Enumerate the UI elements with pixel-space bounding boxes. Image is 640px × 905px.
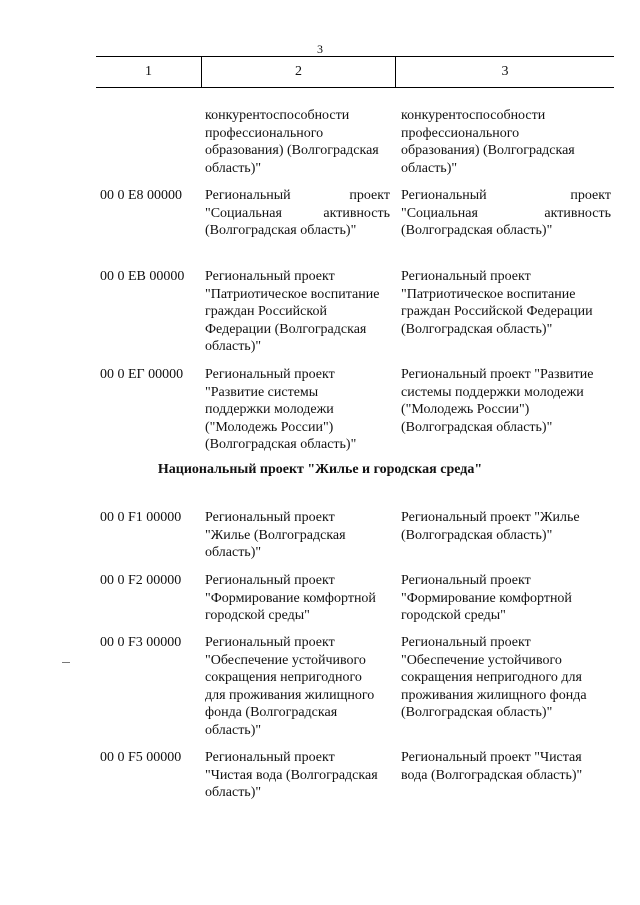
text-line: профессионального <box>205 125 324 141</box>
text-line: Региональный проект "Развитие <box>401 367 594 382</box>
text-line: Региональный проект <box>401 269 531 284</box>
text-line: "Жилье (Волгоградская <box>205 527 346 543</box>
text-line: конкурентоспособности <box>401 108 546 123</box>
text-line: Региональный проект <box>205 750 335 765</box>
row-name <box>205 572 390 625</box>
row-target <box>401 366 611 436</box>
text-line: Региональный проект <box>401 635 531 650</box>
row-name <box>205 268 390 356</box>
text-line: область)" <box>401 160 458 176</box>
text-line: Региональный проект <box>401 573 531 588</box>
text-line: область)" <box>205 339 262 354</box>
text-line: (Волгоградская область)" <box>401 527 553 543</box>
text-line: область)" <box>205 160 262 176</box>
text-line: область)" <box>205 785 262 800</box>
row-target <box>401 268 611 338</box>
text-line: "Патриотическое воспитание <box>205 286 380 302</box>
word: проект <box>570 188 611 203</box>
text-line: городской среды" <box>401 608 506 623</box>
text-line: Региональный проект <box>205 367 335 382</box>
row-target <box>401 187 611 240</box>
text-line <box>205 205 390 223</box>
text-line: граждан Российской <box>205 304 327 319</box>
margin-mark <box>62 662 70 663</box>
text-line: "Обеспечение устойчивого <box>205 652 366 668</box>
text-line: для проживания жилищного <box>205 687 375 703</box>
text-line: городской среды" <box>205 608 310 623</box>
text-line: Региональный проект "Жилье <box>401 510 580 525</box>
word: "Социальная <box>205 205 282 221</box>
text-line: "Обеспечение устойчивого <box>401 652 562 668</box>
text-line <box>205 187 390 205</box>
text-line: "Формирование комфортной <box>205 590 376 606</box>
text-line: системы поддержки молодежи <box>401 384 584 400</box>
text-line: Федерации (Волгоградская <box>205 321 367 337</box>
text-line: (Волгоградская область)" <box>401 419 553 435</box>
row-name <box>205 634 390 739</box>
word: Региональный <box>401 188 487 203</box>
header-col-1: 1 <box>96 57 202 87</box>
text-line: Региональный проект "Чистая <box>401 750 582 765</box>
text-line: поддержки молодежи <box>205 402 334 417</box>
text-line: (Волгоградская область)" <box>205 223 357 238</box>
text-line: сокращения непригодного <box>205 670 362 685</box>
row-name <box>205 366 390 454</box>
text-line: Региональный проект <box>205 635 335 650</box>
text-line: ("Молодежь России") <box>205 419 334 435</box>
text-line: (Волгоградская область)" <box>401 705 553 720</box>
row-code: 00 0 E8 00000 <box>100 188 183 203</box>
word: "Социальная <box>401 205 478 221</box>
text-line: вода (Волгоградская область)" <box>401 767 583 783</box>
text-line: Региональный проект <box>205 269 335 284</box>
section-title: Национальный проект "Жилье и городская среда" <box>157 462 483 477</box>
row-code: 00 0 EГ 00000 <box>100 367 184 382</box>
text-line: фонда (Волгоградская <box>205 705 338 720</box>
row-code: 00 0 EB 00000 <box>100 269 185 284</box>
text-line: образования) (Волгоградская <box>205 143 379 158</box>
word: активность <box>544 205 611 221</box>
row-code: 00 0 F2 00000 <box>100 573 182 588</box>
row-code: 00 0 F3 00000 <box>100 635 182 650</box>
header-col-3: 3 <box>501 64 509 79</box>
text-line: "Развитие системы <box>205 384 319 400</box>
row-code: 00 0 F5 00000 <box>100 750 182 765</box>
row-name <box>205 107 390 177</box>
word: активность <box>323 205 390 221</box>
row-target <box>401 509 611 544</box>
text-line: "Чистая вода (Волгоградская <box>205 767 378 783</box>
row-name <box>205 749 390 802</box>
text-line: ("Молодежь России") <box>401 402 530 417</box>
text-line: конкурентоспособности <box>205 108 350 123</box>
row-target <box>401 572 611 625</box>
text-line: (Волгоградская область)" <box>205 437 357 452</box>
text-line: (Волгоградская область)" <box>401 223 553 238</box>
row-name <box>205 509 390 562</box>
text-line: проживания жилищного фонда <box>401 687 587 703</box>
text-line: Региональный проект <box>205 510 335 525</box>
text-line: Региональный проект <box>205 573 335 588</box>
row-target <box>401 749 611 784</box>
text-line <box>401 187 611 205</box>
text-line <box>401 205 611 223</box>
page-number: 3 <box>317 42 323 56</box>
text-line: образования) (Волгоградская <box>401 143 575 158</box>
text-line: область)" <box>205 545 262 560</box>
row-name <box>205 187 390 240</box>
text-line: "Формирование комфортной <box>401 590 572 606</box>
text-line: граждан Российской Федерации <box>401 304 593 319</box>
header-col-2: 2 <box>202 57 396 87</box>
row-target <box>401 634 611 722</box>
text-line: профессионального <box>401 125 520 141</box>
row-target <box>401 107 611 177</box>
text-line: (Волгоградская область)" <box>401 321 553 337</box>
table-header <box>96 56 614 88</box>
text-line: "Патриотическое воспитание <box>401 286 576 302</box>
row-code: 00 0 F1 00000 <box>100 510 182 525</box>
text-line: сокращения непригодного для <box>401 670 582 685</box>
word: Региональный <box>205 188 291 203</box>
text-line: область)" <box>205 722 262 738</box>
word: проект <box>349 188 390 203</box>
